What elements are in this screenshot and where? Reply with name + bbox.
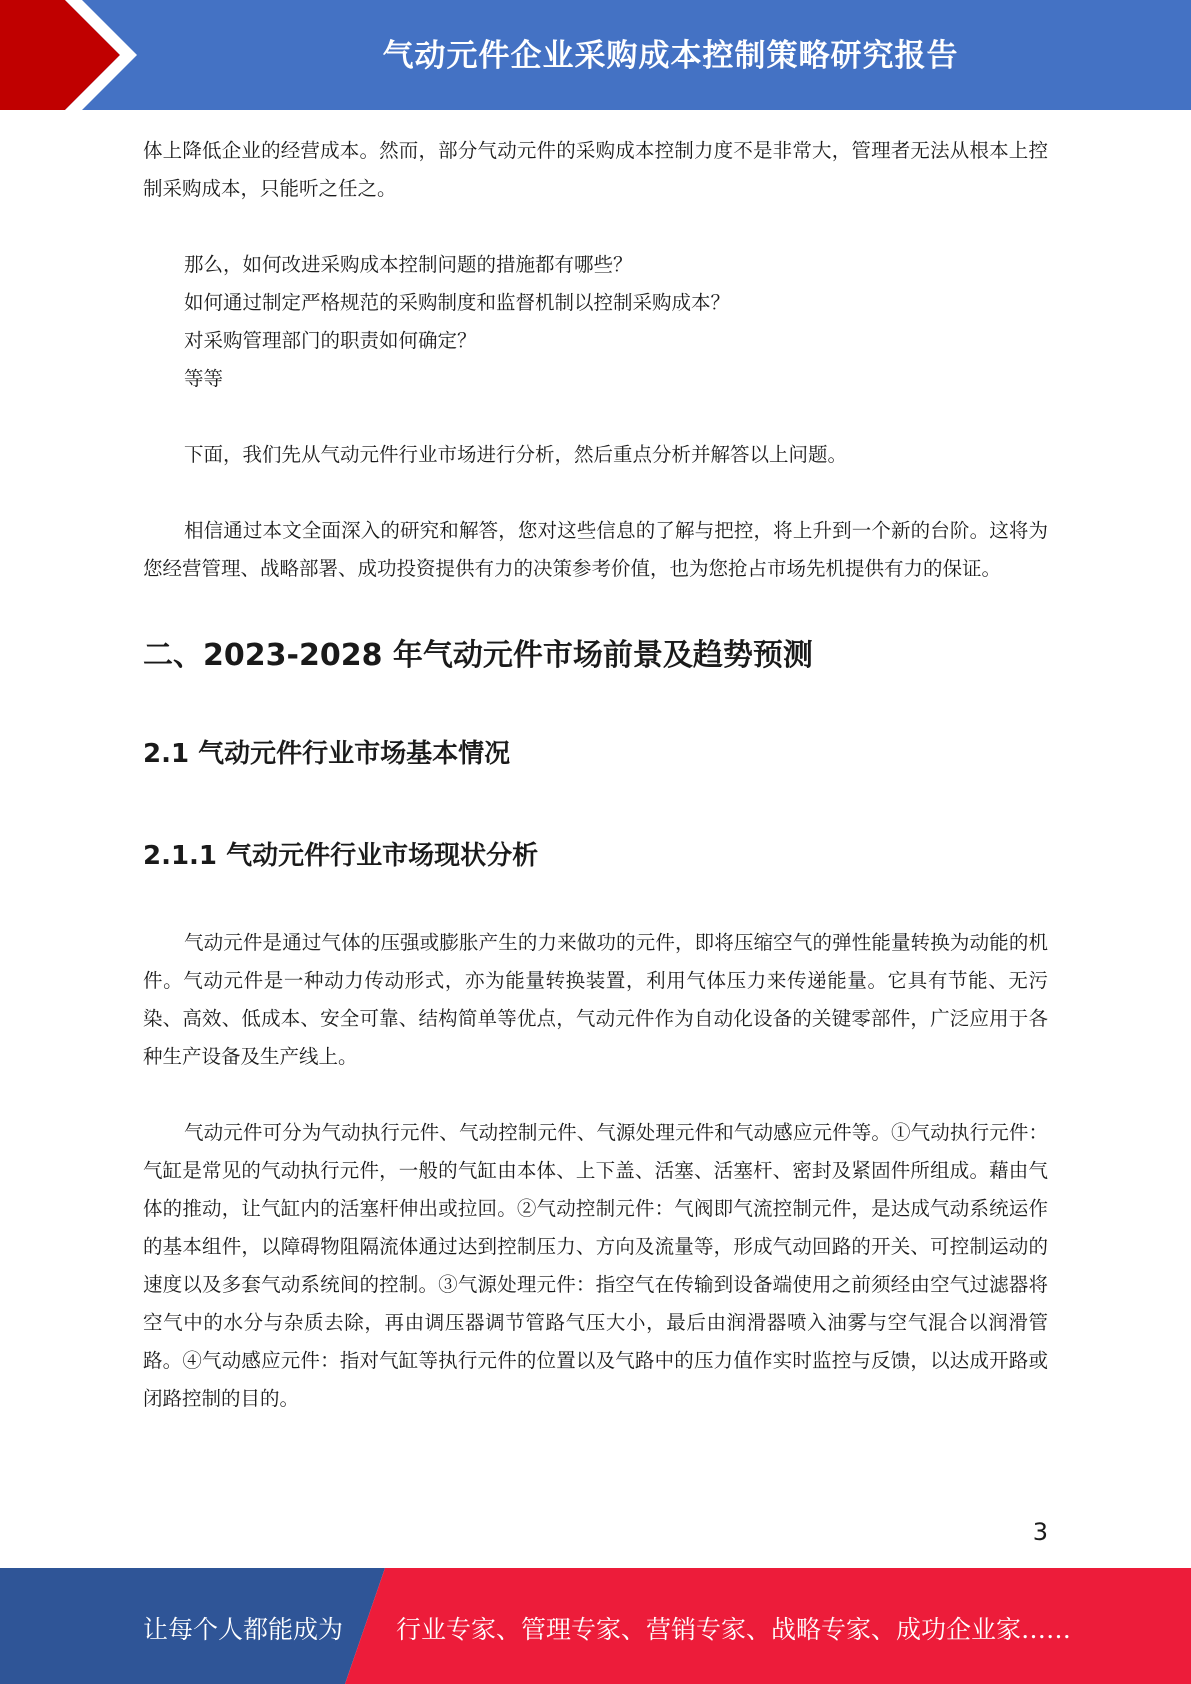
- report-title: 气动元件企业采购成本控制策略研究报告: [382, 38, 959, 74]
- header-arrow-decoration: [0, 0, 150, 110]
- section-2-1-heading: 2.1 气动元件行业市场基本情况: [143, 739, 511, 769]
- page-header: [0, 0, 1191, 110]
- value-proposition-paragraph: 相信通过本文全面深入的研究和解答，您对这些信息的了解与把控，将上升到一个新的台阶。这将为您经营管理、战略部署、成功投资提供有力的决策参考价值，也为您抢占市场先机提供有力的保证。: [143, 519, 1048, 580]
- classification-paragraph: 气动元件可分为气动执行元件、气动控制元件、气源处理元件和气动感应元件等。①气动执行元件：气缸是常见的气动执行元件，一般的气缸由本体、上下盖、活塞、活塞杆、密封及紧固件所组成。藉由气体的推动，让气缸内的活塞杆伸出或拉回。②气动控制元件：气阀即气流控制元件，是达成气动系统运作的基本组件，以障碍物阻隔流体通过达到控制压力、方向及流量等，形成气动回路的开关、可控制运动的速度以及多套气动系统间的控制。③气源处理元件：指空气在传输到设备端使用之前须经由空气过滤器将空气中的水分与杂质去除，再由调压器调节管路气压大小，最后由润滑器喷入油雾与空气混合以润滑管路。④气动感应元件：指对气缸等执行元件的位置以及气路中的压力值作实时监控与反馈，以达成开路或闭路控制的目的。: [143, 1121, 1048, 1410]
- footer-slogan-right: 行业专家、管理专家、营销专家、战略专家、成功企业家……: [396, 1615, 1072, 1644]
- question-line: 等等: [184, 367, 224, 390]
- footer-slogan-left: 让每个人都能成为: [143, 1615, 344, 1644]
- intro-continuation-paragraph: 体上降低企业的经营成本。然而，部分气动元件的采购成本控制力度不是非常大，管理者无法从根本上控制采购成本，只能听之任之。: [143, 139, 1048, 200]
- definition-paragraph: 气动元件是通过气体的压强或膨胀产生的力来做功的元件，即将压缩空气的弹性能量转换为动能的机件。气动元件是一种动力传动形式，亦为能量转换装置，利用气体压力来传递能量。它具有节能、无污染、高效、低成本、安全可靠、结构简单等优点，气动元件作为自动化设备的关键零部件，广泛应用于各种生产设备及生产线上。: [143, 931, 1048, 1068]
- section-2-heading: 二、2023-2028 年气动元件市场前景及趋势预测: [143, 638, 813, 673]
- page-content: [143, 132, 1048, 1418]
- section-2-1-1-heading: 2.1.1 气动元件行业市场现状分析: [143, 841, 539, 871]
- page-footer: [0, 1568, 1191, 1684]
- analysis-intro-paragraph: 下面，我们先从气动元件行业市场进行分析，然后重点分析并解答以上问题。: [184, 443, 848, 466]
- question-line: 那么，如何改进采购成本控制问题的措施都有哪些？: [184, 253, 633, 276]
- page-number: 3: [1032, 1518, 1048, 1546]
- question-line: 如何通过制定严格规范的采购制度和监督机制以控制采购成本？: [184, 291, 731, 314]
- question-line: 对采购管理部门的职责如何确定？: [184, 329, 477, 352]
